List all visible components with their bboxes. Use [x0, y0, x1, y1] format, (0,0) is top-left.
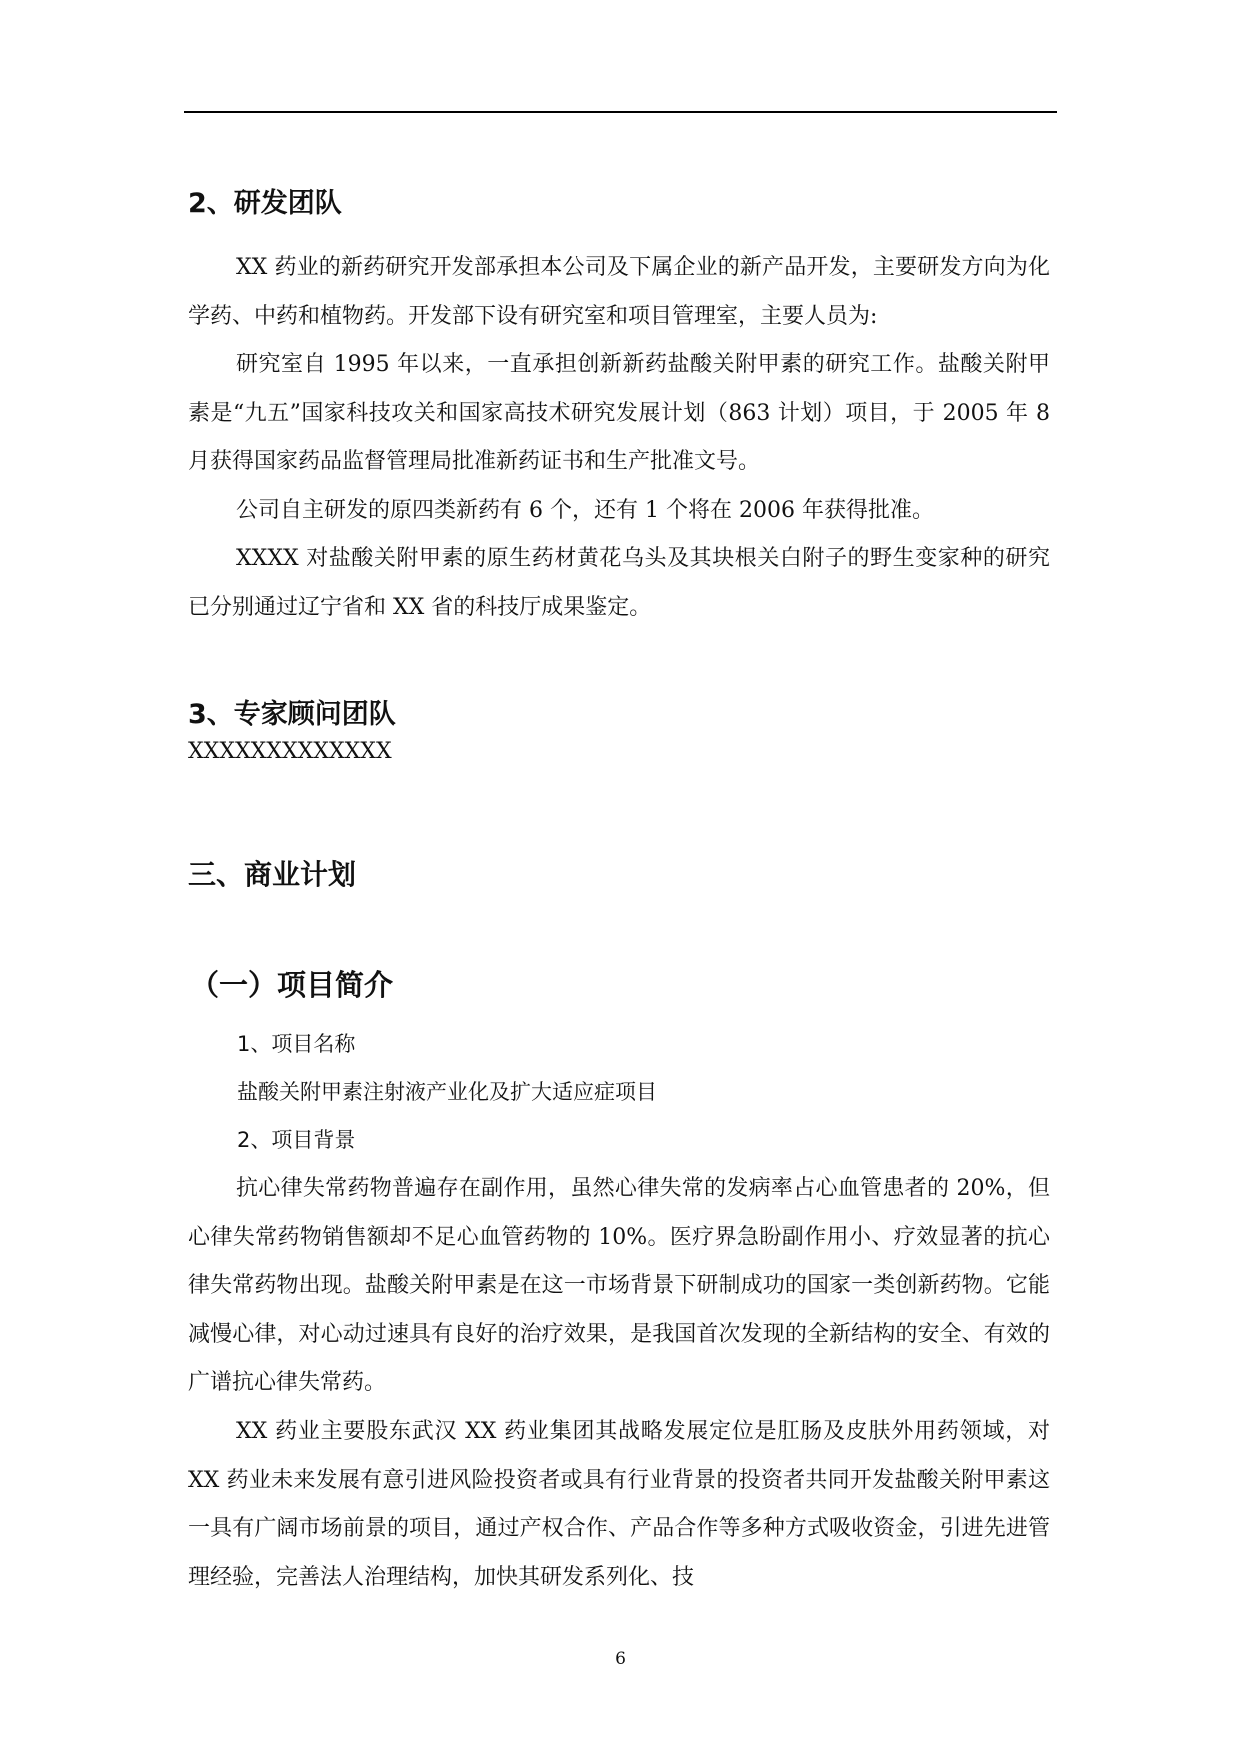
subheading-project-intro: （一）项目简介	[190, 968, 394, 1003]
paragraph-shareholder-strategy: XX 药业主要股东武汉 XX 药业集团其战略发展定位是肛肠及皮肤外用药领域，对 XX 药业未来发展有意引进风险投资者或具有行业背景的投资者共同开发盐酸关附甲素这一具有广阔市场前景的项目，通过产权合作、产品合作等多种方式吸收资金，引进先进管理经验，完善法人治理结构，加快其研发系列化、技	[188, 1419, 1050, 1590]
paragraph-new-drugs: 公司自主研发的原四类新药有 6 个，还有 1 个将在 2006 年获得批准。	[236, 498, 934, 523]
experts-body: XXXXXXXXXXXXX	[188, 739, 392, 764]
paragraph-research-history: 研究室自 1995 年以来，一直承担创新新药盐酸关附甲素的研究工作。盐酸关附甲素是“九五”国家科技攻关和国家高技术研究发展计划（863 计划）项目，于 2005 年 8 月获得国家药品监督管理局批准新药证书和生产批准文号。	[188, 352, 1050, 474]
paragraph-rd-department: XX 药业的新药研究开发部承担本公司及下属企业的新产品开发，主要研发方向为化学药、中药和植物药。开发部下设有研究室和项目管理室，主要人员为:	[188, 255, 1050, 329]
section-heading-experts: 3、专家顾问团队	[188, 699, 396, 731]
section-heading-business-plan: 三、商业计划	[188, 857, 357, 891]
paragraph-cultivation-research: XXXX 对盐酸关附甲素的原生药材黄花乌头及其块根关白附子的野生变家种的研究已分别通过辽宁省和 XX 省的科技厅成果鉴定。	[188, 546, 1050, 620]
paragraph-market-background: 抗心律失常药物普遍存在副作用，虽然心律失常的发病率占心血管患者的 20%，但心律失常药物销售额却不足心血管药物的 10%。医疗界急盼副作用小、疗效显著的抗心律失常药物出现。盐酸关附甲素是在这一市场背景下研制成功的国家一类创新药物。它能减慢心律，对心动过速具有良好的治疗效果，是我国首次发现的全新结构的安全、有效的广谱抗心律失常药。	[188, 1176, 1050, 1395]
page-number: 6	[615, 1649, 626, 1669]
section-heading-rd-team: 2、研发团队	[188, 188, 342, 220]
item-project-name-value: 盐酸关附甲素注射液产业化及扩大适应症项目	[237, 1080, 657, 1104]
item-project-name-label: 1、项目名称	[237, 1032, 356, 1056]
header-rule	[184, 111, 1057, 113]
item-project-background-label: 2、项目背景	[237, 1128, 356, 1152]
